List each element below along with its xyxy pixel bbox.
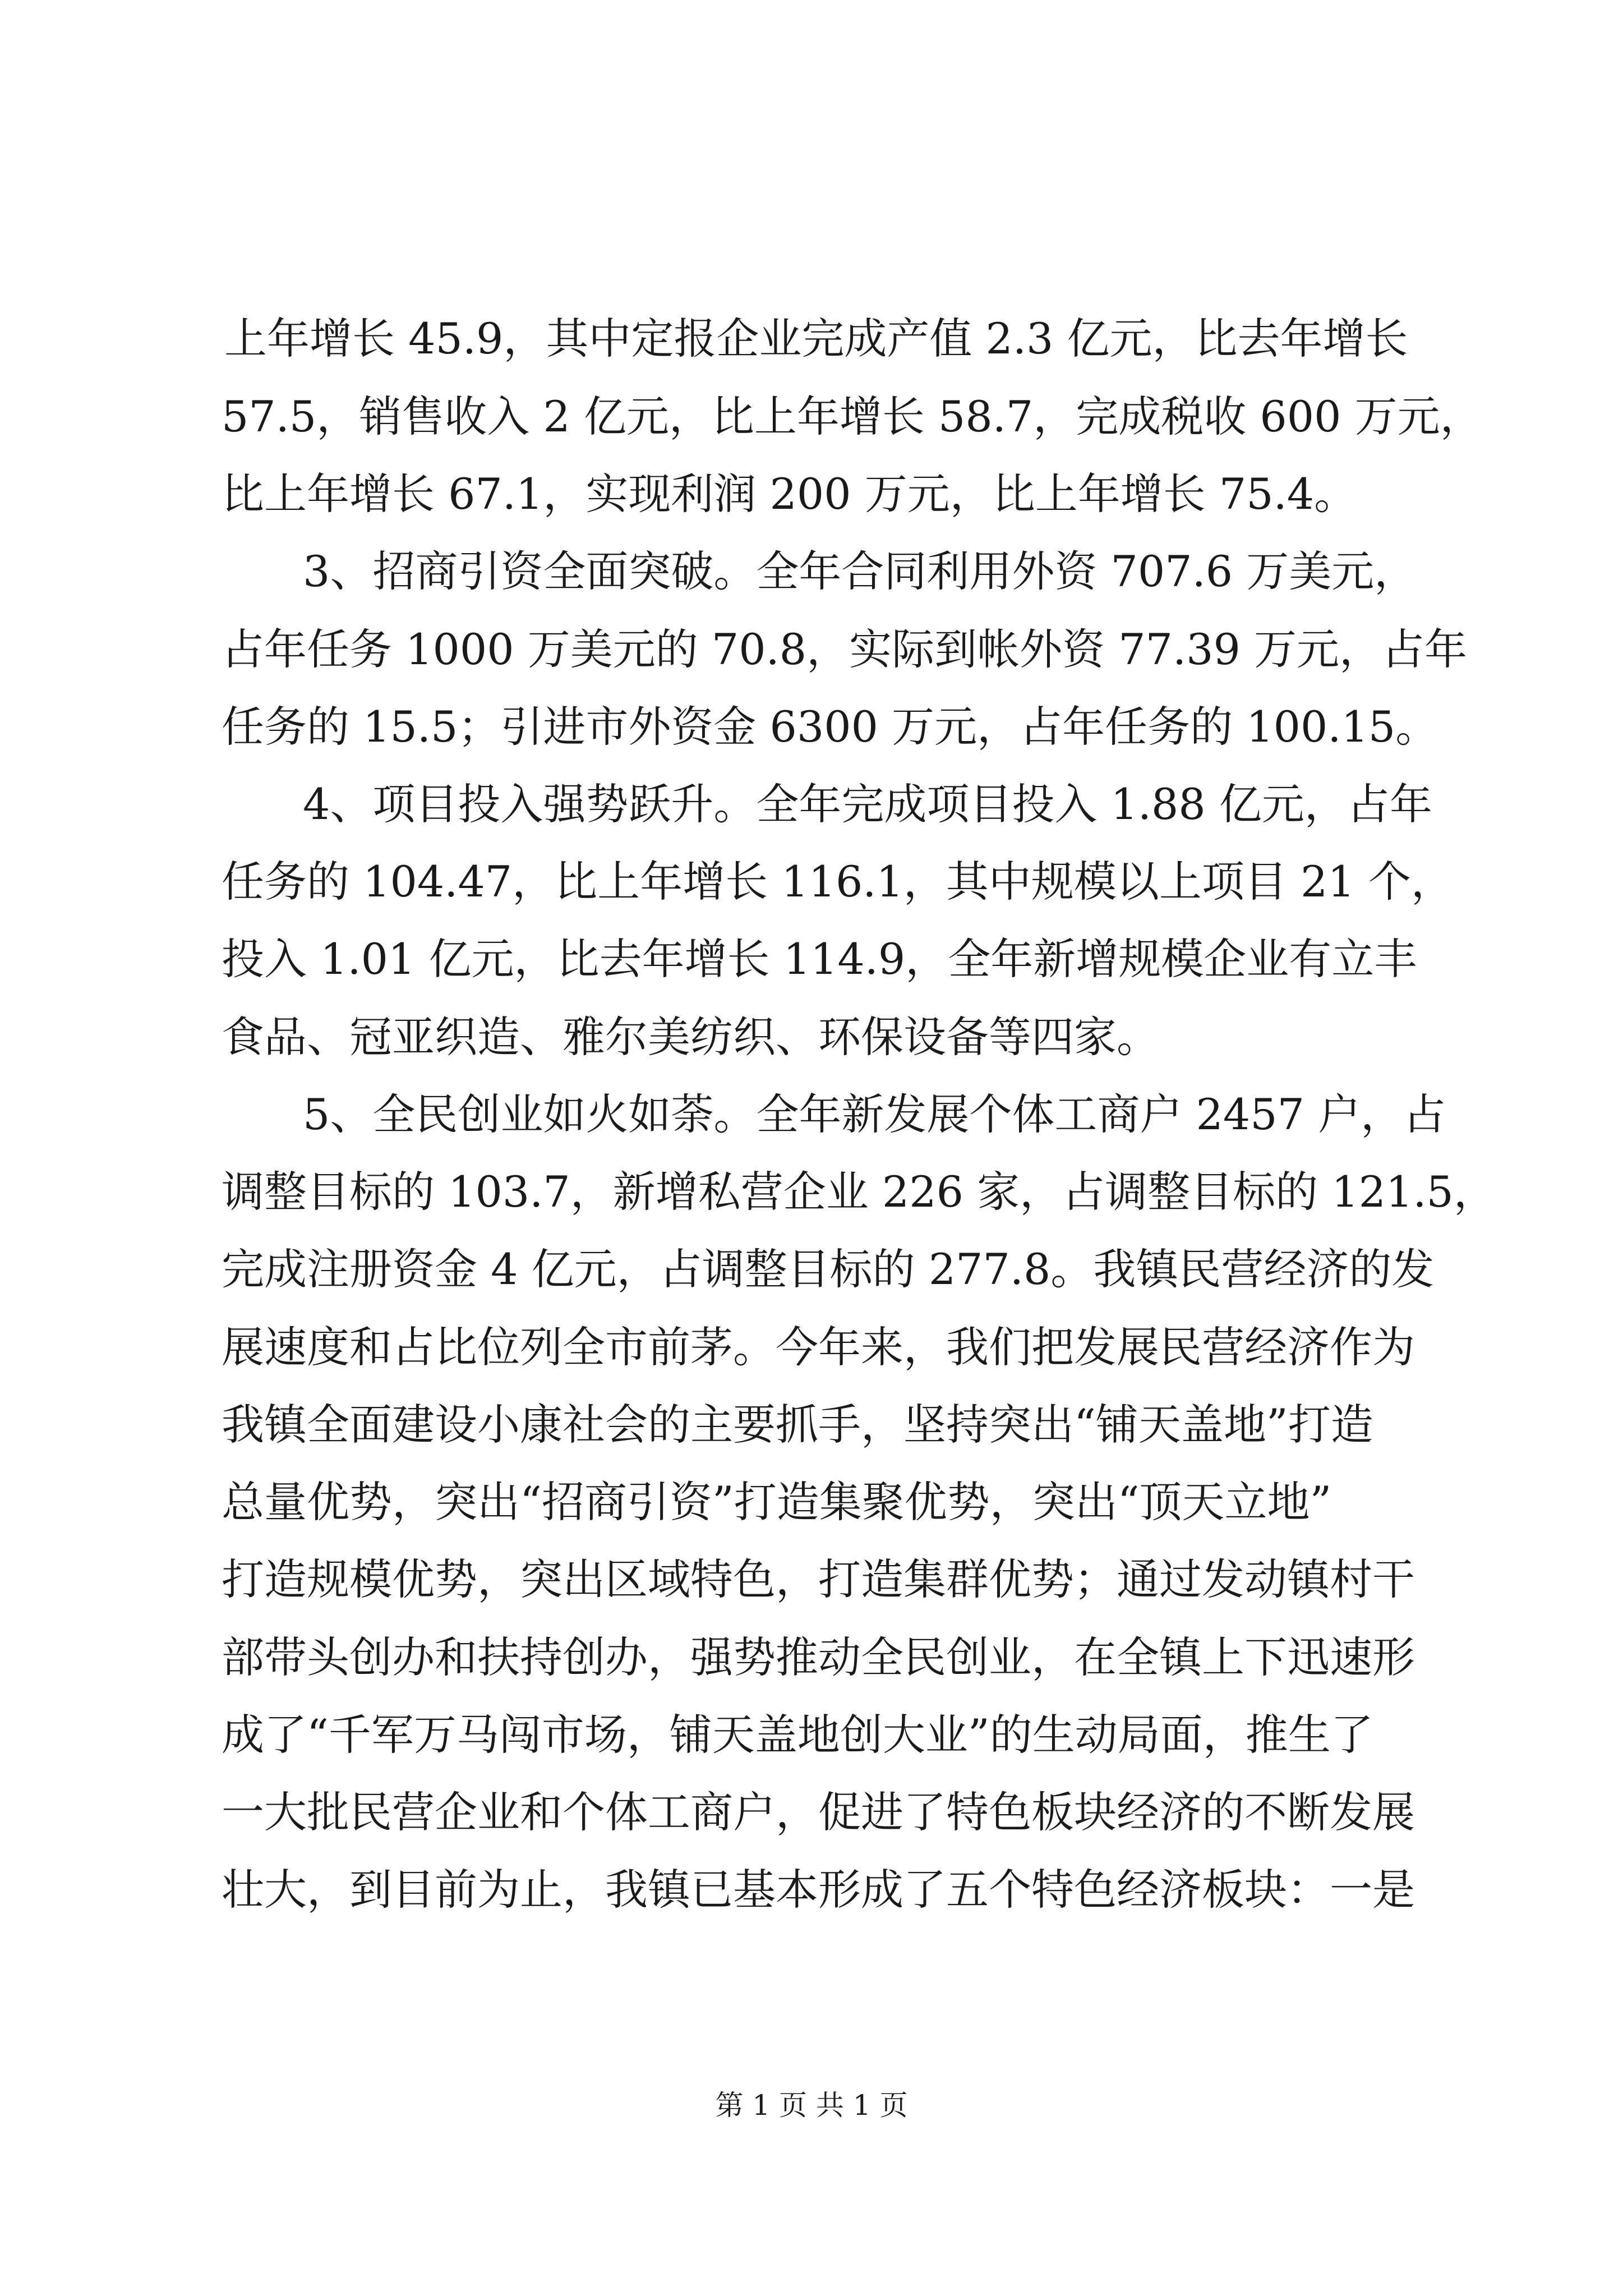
- text-line: 调整目标的 103.7，新增私营企业 226 家，占调整目标的 121.5，: [222, 1167, 1496, 1217]
- text-line: 任务的 15.5；引进市外资金 6300 万元，占年任务的 100.15。: [222, 702, 1438, 752]
- text-line: 完成注册资金 4 亿元，占调整目标的 277.8。我镇民营经济的发: [222, 1244, 1435, 1294]
- text-line: 食品、冠亚织造、雅尔美纺织、环保设备等四家。: [222, 1012, 1159, 1062]
- text-line: 成了“千军万马闯市场，铺天盖地创大业”的生动局面，推生了: [222, 1710, 1373, 1760]
- text-line: 我镇全面建设小康社会的主要抓手，坚持突出“铺天盖地”打造: [222, 1400, 1373, 1450]
- text-line: 比上年增长 67.1，实现利润 200 万元，比上年增长 75.4。: [222, 469, 1357, 519]
- text-line: 一大批民营企业和个体工商户，促进了特色板块经济的不断发展: [222, 1787, 1415, 1837]
- paragraph-start-line: 3、招商引资全面突破。全年合同利用外资 707.6 万美元，: [303, 546, 1417, 596]
- paragraph-start-line: 4、项目投入强势跃升。全年完成项目投入 1.88 亿元，占年: [303, 779, 1432, 829]
- page-footer: 第 1 页 共 1 页: [715, 2089, 908, 2122]
- text-line: 57.5，销售收入 2 亿元，比上年增长 58.7，完成税收 600 万元，: [222, 392, 1483, 441]
- text-line: 上年增长 45.9，其中定报企业完成产值 2.3 亿元，比去年增长: [224, 314, 1408, 364]
- paragraph-start-line: 5、全民创业如火如荼。全年新发展个体工商户 2457 户，占: [303, 1089, 1446, 1139]
- text-line: 占年任务 1000 万美元的 70.8，实际到帐外资 77.39 万元，占年: [222, 624, 1467, 674]
- text-line: 部带头创办和扶持创办，强势推动全民创业，在全镇上下迅速形: [222, 1632, 1415, 1682]
- text-line: 壮大，到目前为止，我镇已基本形成了五个特色经济板块：一是: [222, 1865, 1415, 1915]
- text-line: 任务的 104.47，比上年增长 116.1，其中规模以上项目 21 个，: [222, 857, 1454, 907]
- text-line: 展速度和占比位列全市前茅。今年来，我们把发展民营经济作为: [222, 1322, 1415, 1372]
- text-line: 投入 1.01 亿元，比去年增长 114.9，全年新增规模企业有立丰: [222, 934, 1417, 984]
- text-line: 总量优势，突出“招商引资”打造集聚优势，突出“顶天立地”: [222, 1477, 1332, 1527]
- text-line: 打造规模优势，突出区域特色，打造集群优势；通过发动镇村干: [222, 1554, 1415, 1604]
